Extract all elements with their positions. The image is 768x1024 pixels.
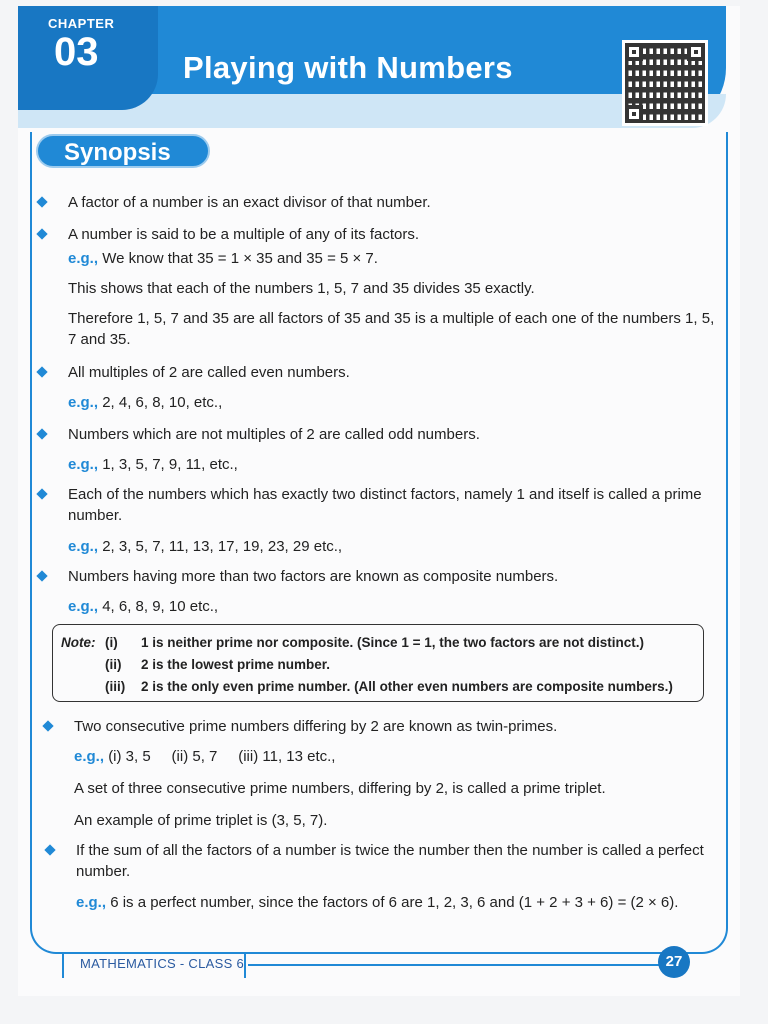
chapter-badge <box>18 6 158 110</box>
list-item-text: Numbers which are not multiples of 2 are called odd numbers. <box>68 426 480 443</box>
note-label: Note: <box>61 635 96 650</box>
text-line: An example of prime triplet is (3, 5, 7). <box>74 812 328 829</box>
list-item <box>68 192 718 213</box>
example-line <box>74 746 724 767</box>
example-text: 1, 3, 5, 7, 9, 11, etc., <box>102 456 238 473</box>
qr-code-icon[interactable] <box>622 40 708 126</box>
list-item-text: Two consecutive prime numbers differing by 2 are known as twin-primes. <box>74 718 558 735</box>
example-label: e.g., <box>68 598 99 615</box>
example-line <box>68 454 718 475</box>
chapter-label: CHAPTER <box>48 16 115 31</box>
example-line <box>76 892 726 913</box>
chapter-title: Playing with Numbers <box>183 50 513 85</box>
example-label: e.g., <box>68 456 99 473</box>
note-row-text: 2 is the only even prime number. (All other even numbers are composite numbers.) <box>141 679 673 694</box>
example-label: e.g., <box>68 250 99 267</box>
note-row-number: (ii) <box>105 657 122 672</box>
list-item-text: If the sum of all the factors of a number is twice the number then the number is called a perfect number. <box>76 842 704 880</box>
example-text: 2, 4, 6, 8, 10, etc., <box>102 394 223 411</box>
note-row-text: 2 is the lowest prime number. <box>141 657 331 672</box>
note-row-text: 1 is neither prime nor composite. (Since 1 = 1, the two factors are not distinct.) <box>141 635 644 650</box>
list-item <box>74 716 724 737</box>
list-item-text: A number is said to be a multiple of any of its factors. <box>68 226 420 243</box>
example-label: e.g., <box>76 894 107 911</box>
footer-rule <box>248 964 668 966</box>
list-item-text: All multiples of 2 are called even numbers. <box>68 364 350 381</box>
example-label: e.g., <box>74 748 105 765</box>
text-line: This shows that each of the numbers 1, 5, 7 and 35 divides 35 exactly. <box>68 280 535 297</box>
note-row-number: (i) <box>105 635 118 650</box>
example-text: (i) 3, 5 (ii) 5, 7 (iii) 11, 13 etc., <box>108 748 336 765</box>
synopsis-heading: Synopsis <box>36 134 210 168</box>
footer-subject: MATHEMATICS - CLASS 6 <box>80 956 245 971</box>
list-item <box>76 840 726 882</box>
list-item <box>68 362 718 383</box>
example-text: 2, 3, 5, 7, 11, 13, 17, 19, 23, 29 etc., <box>102 538 343 555</box>
note-row-number: (iii) <box>105 679 126 694</box>
example-label: e.g., <box>68 538 99 555</box>
chapter-header <box>18 6 726 128</box>
list-item-text: A factor of a number is an exact divisor of that number. <box>68 194 431 211</box>
list-item <box>68 424 718 445</box>
footer-divider <box>244 954 246 978</box>
example-line <box>68 596 718 617</box>
example-line <box>68 392 718 413</box>
list-item-text: Numbers having more than two factors are known as composite numbers. <box>68 568 559 585</box>
list-item <box>68 566 718 587</box>
chapter-number: 03 <box>54 30 99 74</box>
page-number: 27 <box>658 946 690 978</box>
note-box <box>52 624 704 702</box>
example-text: We know that 35 = 1 × 35 and 35 = 5 × 7. <box>102 250 378 267</box>
textbook-page <box>18 6 740 996</box>
text-line: A set of three consecutive prime numbers, differing by 2, is called a prime triplet. <box>74 780 606 797</box>
text-line: Therefore 1, 5, 7 and 35 are all factors of 35 and 35 is a multiple of each one of the numbers 1, 5, 7 and 35. <box>68 310 715 348</box>
list-item <box>68 224 718 245</box>
list-item-text: Each of the numbers which has exactly two distinct factors, namely 1 and itself is called a prime number. <box>68 486 702 524</box>
list-item <box>68 484 718 526</box>
example-label: e.g., <box>68 394 99 411</box>
example-text: 6 is a perfect number, since the factors of 6 are 1, 2, 3, 6 and (1 + 2 + 3 + 6) = (2 × 6). <box>110 894 679 911</box>
example-line <box>68 248 718 269</box>
example-text: 4, 6, 8, 9, 10 etc., <box>102 598 219 615</box>
footer-divider <box>62 954 64 978</box>
example-line <box>68 536 718 557</box>
